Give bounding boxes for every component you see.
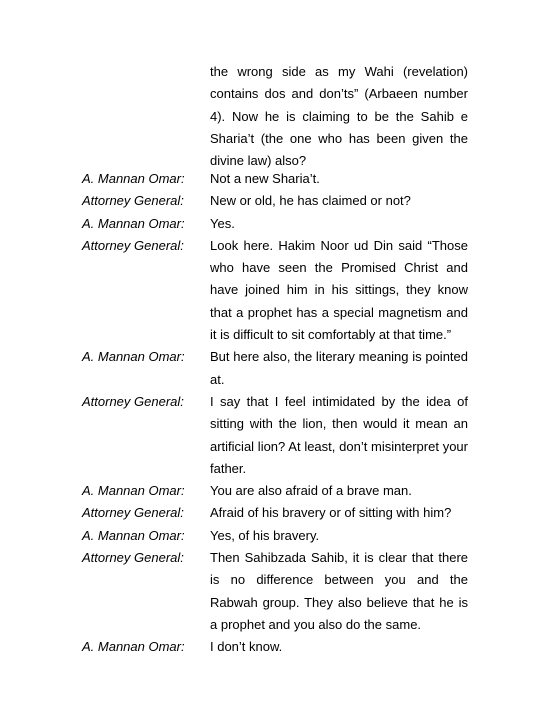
dialogue-row	[82, 547, 468, 636]
dialogue-row	[82, 525, 468, 547]
transcript-dialogue	[82, 168, 468, 659]
speech-text: Look here. Hakim Noor ud Din said “Those who have seen the Promised Christ and have joined him in his sittings, they know that a prophet has a special magnetism and it is difficult to sit comfortably at that time.”	[210, 237, 468, 343]
continued-paragraph: the wrong side as my Wahi (revelation) contains dos and don’ts” (Arbaeen number 4). Now he is claiming to be the Sahib e Sharia’t (the one who has been given the divine law) also?	[210, 64, 468, 169]
speech-text: Yes, of his bravery.	[210, 527, 320, 543]
speech-text: Not a new Sharia’t.	[210, 171, 320, 186]
speech-text: But here also, the literary meaning is pointed at.	[210, 349, 468, 387]
speaker-label: Attorney General:	[82, 550, 184, 566]
speaker-label: Attorney General:	[82, 193, 184, 209]
speaker-label: A. Mannan Omar:	[82, 527, 185, 543]
speech-text: New or old, he has claimed or not?	[210, 193, 411, 209]
speaker-label: A. Mannan Omar:	[82, 483, 185, 499]
speaker-label: Attorney General:	[82, 393, 184, 409]
speaker-label: A. Mannan Omar:	[82, 639, 185, 655]
dialogue-row	[82, 190, 468, 212]
speech-text: I say that I feel intimidated by the idea of sitting with the lion, then would it mean an artificial lion? At least, don’t misinterpret your father.	[210, 393, 468, 476]
speech-text: I don’t know.	[210, 639, 283, 655]
dialogue-row	[82, 636, 468, 658]
speech-text: Yes.	[210, 215, 235, 231]
dialogue-row	[82, 480, 468, 502]
dialogue-row	[82, 502, 468, 524]
speech-text: Then Sahibzada Sahib, it is clear that there is no difference between you and the Rabwah group. They also believe that he is a prophet and you also do the same.	[210, 550, 468, 632]
speaker-label: Attorney General:	[82, 237, 184, 253]
speaker-label: A. Mannan Omar:	[82, 349, 185, 365]
speaker-label: Attorney General:	[82, 505, 184, 521]
dialogue-row	[82, 391, 468, 480]
dialogue-row	[82, 168, 468, 190]
speaker-label: A. Mannan Omar:	[82, 215, 185, 231]
speech-text: Afraid of his bravery or of sitting with him?	[210, 505, 452, 521]
dialogue-row	[82, 235, 468, 346]
speech-text: You are also afraid of a brave man.	[210, 483, 412, 499]
dialogue-row	[82, 346, 468, 391]
speaker-label: A. Mannan Omar:	[82, 171, 185, 186]
dialogue-row	[82, 213, 468, 235]
